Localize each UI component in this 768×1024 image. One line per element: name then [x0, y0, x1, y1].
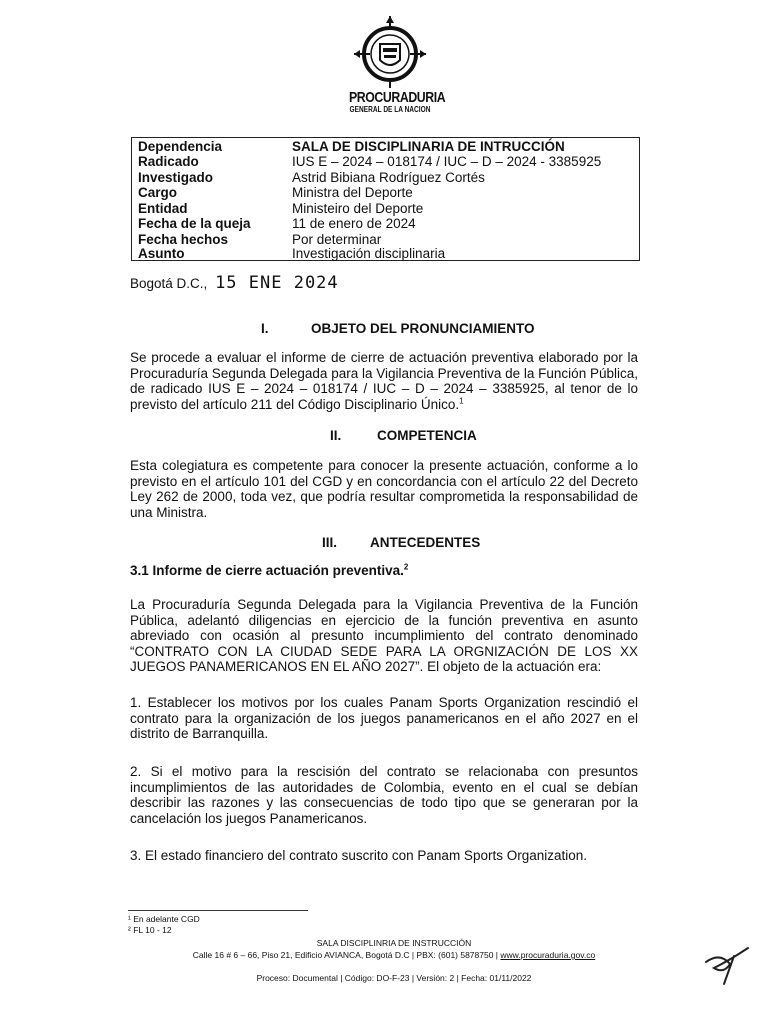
info-label: Entidad: [138, 200, 188, 216]
info-value: IUS E – 2024 – 018174 / IUC – D – 2024 - 3385925: [292, 154, 602, 169]
info-label: Dependencia: [138, 139, 223, 154]
info-row-fecha-queja: [132, 216, 639, 231]
list-item-1: 1. Establecer los motivos por los cuales Panam Sports Organization rescindió el contrato para la organización de los juegos panamericanos en el año 2027 en el distrito de Barranquilla.: [130, 695, 638, 742]
info-value: Por determinar: [292, 231, 382, 247]
procuraduria-logo: [340, 14, 446, 124]
info-label: Radicado: [138, 154, 199, 169]
section-number: I.: [261, 321, 269, 336]
logo-name: PROCURADURIA: [349, 89, 446, 106]
footnote-ref: 2: [403, 562, 409, 572]
footnote-1: ¹ En adelante CGD: [128, 914, 200, 924]
info-label: Investigado: [138, 169, 214, 185]
subsection-heading: 3.1 Informe de cierre actuación preventiva.$^2$: [130, 562, 409, 578]
info-row-radicado: [132, 154, 639, 169]
date-place: Bogotá D.C.,: [130, 276, 208, 291]
info-value: Ministra del Deporte: [292, 185, 413, 200]
info-row-investigado: [132, 170, 639, 185]
section-heading-competencia: [330, 428, 477, 443]
info-value: Astrid Bibiana Rodríguez Cortés: [292, 169, 485, 185]
case-info-table: [131, 137, 640, 261]
info-row-fecha-hechos: [132, 232, 639, 247]
signature-mark: [700, 938, 756, 988]
footnote-ref: 1: [459, 396, 464, 406]
info-label: Cargo: [138, 185, 178, 200]
info-label: Fecha de la queja: [138, 216, 251, 231]
website-link[interactable]: www.procuraduria.gov.co: [500, 950, 596, 960]
section-number: II.: [330, 428, 342, 443]
list-item-2: 2. Si el motivo para la rescisión del contrato se relacionaba con presuntos incumplimientos de las autoridades de Colombia, evento en el cual se debían describir las razones y las consecuencias de todo tipo que se generaran por la cancelación los juegos Panamericanos.: [130, 764, 638, 826]
coat-of-arms-icon: [340, 14, 440, 90]
paragraph-antecedentes: La Procuraduría Segunda Delegada para la Vigilancia Preventiva de la Función Pública, adelantó diligencias en ejercicio de la función preventiva en asunto abreviado con ocasión al presunto incumplimiento del contrato denominado “CONTRATO CON LA CIUDAD SEDE PARA LA ORGNIZACIÓN DE LOS XX JUEGOS PANAMERICANOS EN EL AÑO 2027”. El objeto de la actuación era:: [130, 597, 638, 675]
info-value: 11 de enero de 2024: [292, 216, 416, 231]
info-row-entidad: [132, 201, 639, 216]
info-value: SALA DE DISCIPLINARIA DE INTRUCCIÓN: [292, 139, 565, 154]
info-row-asunto: [132, 246, 639, 261]
section-number: III.: [322, 535, 338, 550]
paragraph-objeto: Se procede a evaluar el informe de cierre de actuación preventiva elaborado por la Procuraduría Segunda Delegada para la Vigilancia Preventiva de la Función Pública, de radicado IUS E – 2024 – 018174 / IUC – D – 2024 – 3385925, al tenor de lo previsto del artículo 211 del Código Disciplinario Único.$^1$: [130, 350, 638, 412]
date-stamp: 15 ENE 2024: [215, 273, 339, 293]
footnote-2: ² FL 10 - 12: [128, 925, 172, 935]
footer-office: SALA DISCIPLINRIA DE INSTRUCCIÓN: [316, 938, 472, 948]
logo-subtitle: GENERAL DE LA NACION: [349, 105, 431, 114]
section-heading-antecedentes: [322, 535, 480, 550]
footer-process: Proceso: Documental | Código: DO-F-23 | Versión: 2 | Fecha: 01/11/2022: [256, 973, 532, 983]
info-row-cargo: [132, 185, 639, 200]
info-value: Ministeiro del Deporte: [292, 200, 424, 216]
info-label: Asunto: [138, 246, 185, 261]
info-label: Fecha hechos: [138, 231, 229, 247]
section-title: OBJETO DEL PRONUNCIAMIENTO: [311, 321, 535, 336]
paragraph-competencia: Esta colegiatura es competente para conocer la presente actuación, conforme a lo previsto en el artículo 101 del CGD y en concordancia con el artículo 22 del Decreto Ley 262 de 2000, toda vez, que podría resultar comprometida la responsabilidad de una Ministra.: [130, 458, 638, 520]
footer-address: Calle 16 # 6 – 66, Piso 21, Edificio AVIANCA, Bogotá D.C | PBX: (601) 5878750 | www.procuraduria.gov.co: [192, 950, 596, 960]
info-row-dependencia: [132, 139, 639, 154]
section-title: COMPETENCIA: [377, 428, 477, 443]
date-line: [130, 273, 339, 293]
footnote-divider: [128, 910, 308, 911]
section-title: ANTECEDENTES: [370, 535, 481, 550]
section-heading-objeto: [261, 321, 535, 336]
list-item-3: 3. El estado financiero del contrato suscrito con Panam Sports Organization.: [130, 848, 587, 863]
info-value: Investigación disciplinaria: [292, 246, 446, 261]
